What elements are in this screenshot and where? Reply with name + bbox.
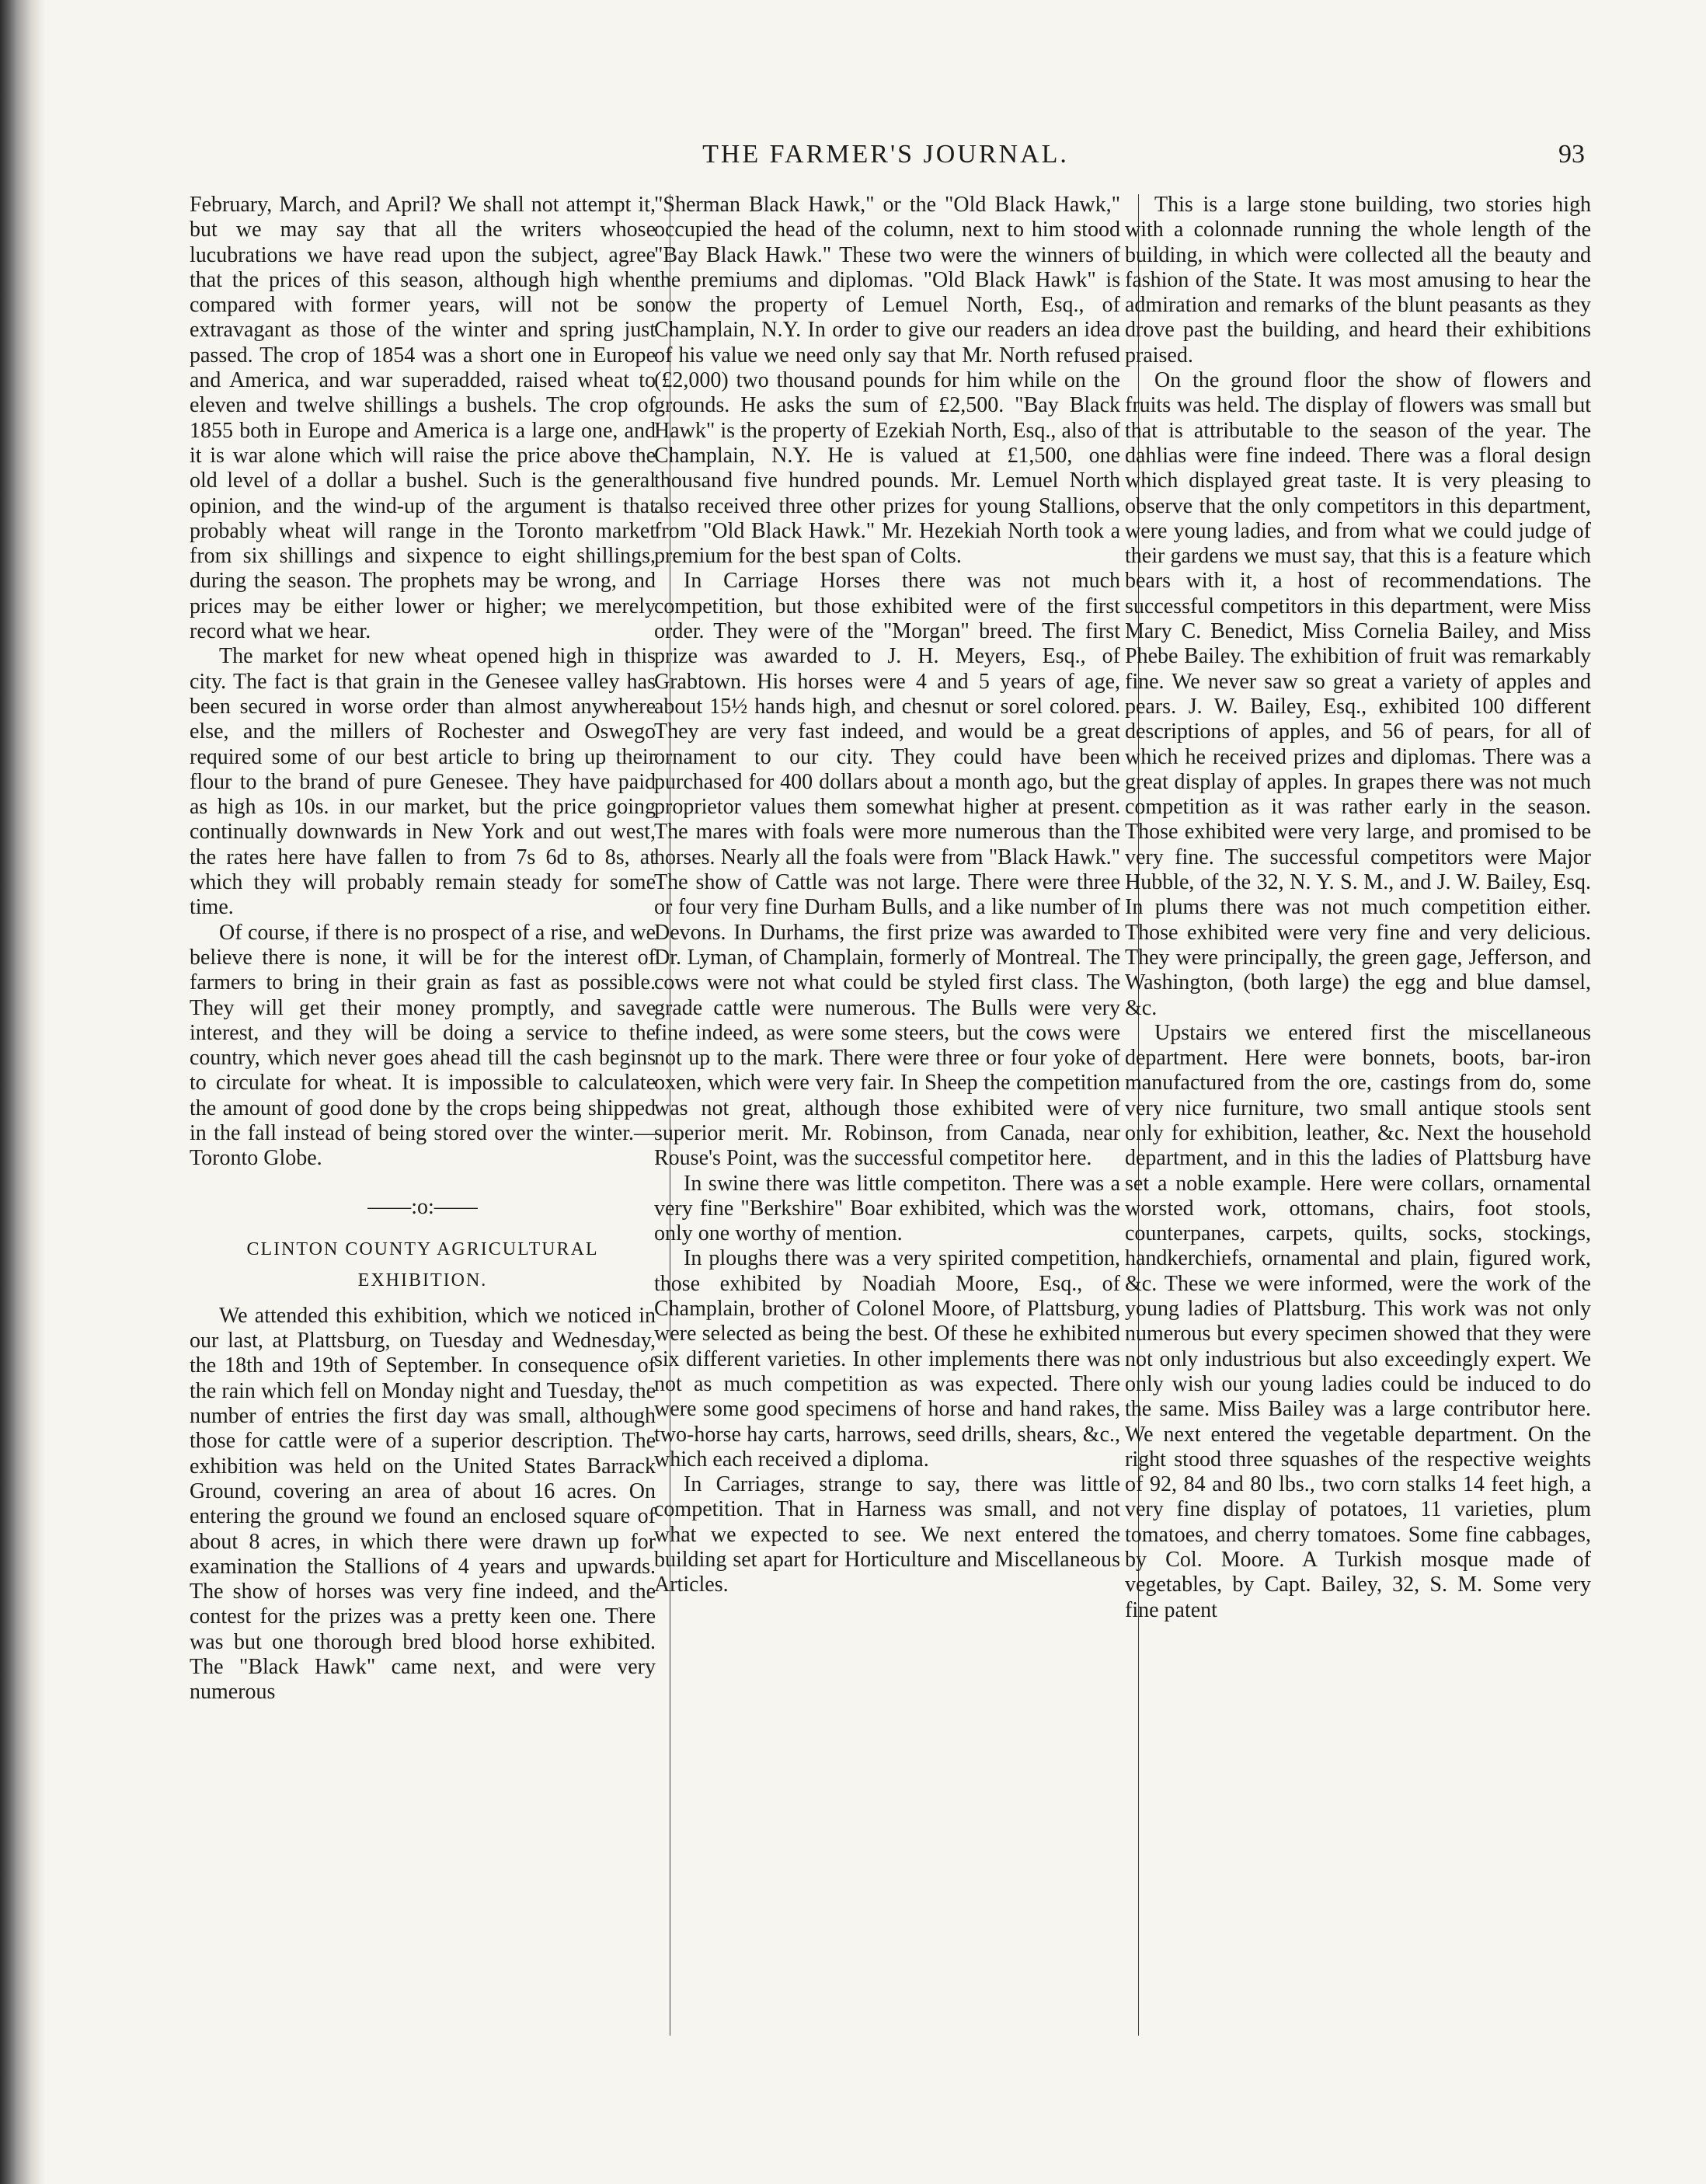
text-column-2 [654,193,1120,2042]
paragraph: In Carriage Horses there was not much competition, but those exhibited were of the first order. They were of the "Morgan" breed. The first prize was awarded to J. H. Meyers, Esq., of Grabtown. His horses were 4 and 5 years of age, about 15½ hands high, and chesnut or sorel colored. They are very fast indeed, and would be a great ornament to our city. They could have been purchased for 400 dollars about a month ago, but the proprietor values them somewhat higher at present. The mares with foals were more numerous than the horses. Nearly all the foals were from "Black Hawk." The show of Cattle was not large. There were three or four very fine Durham Bulls, and a like number of Devons. In Durhams, the first prize was awarded to Dr. Lyman, of Champlain, formerly of Montreal. The cows were not what could be styled first class. The grade cattle were numerous. The Bulls were very fine indeed, as were some steers, but the cows were not up to the mark. There were three or four yoke of oxen, which were very fair. In Sheep the competition was not great, although those exhibited were of superior merit. Mr. Robinson, from Canada, near Rouse's Point, was the successful competitor here. [654,569,1120,1171]
paragraph: In swine there was little competiton. There was a very fine "Berkshire" Boar exhibited, which was the only one worthy of mention. [654,1171,1120,1246]
paragraph: In Carriages, strange to say, there was little competition. That in Harness was small, and not what we expected to see. We next entered the building set apart for Horticulture and Miscellaneous Articles. [654,1472,1120,1597]
page-header [186,137,1585,183]
text-column-1 [190,193,656,2042]
paragraph: "Sherman Black Hawk," or the "Old Black Hawk," occupied the head of the column, next to him stood "Bay Black Hawk." These two were the winners of the premiums and diplomas. "Old Black Hawk" is now the property of Lemuel North, Esq., of Champlain, N.Y. In order to give our readers an idea of his value we need only say that Mr. North refused (£2,000) two thousand pounds for him while on the grounds. He asks the sum of £2,500. "Bay Black Hawk" is the property of Ezekiah North, Esq., also of Champlain, N.Y. He is valued at £1,500, one thousand five hundred pounds. Mr. Lemuel North also received three other prizes for young Stallions, from "Old Black Hawk." Mr. Hezekiah North took a premium for the best span of Colts. [654,193,1120,569]
paragraph: Of course, if there is no prospect of a rise, and we believe there is none, it will be for the interest of farmers to bring in their grain as fast as possible. They will get their money promptly, and save interest, and they will be doing a service to the country, which never goes ahead till the cash begins to circulate for wheat. It is impossible to calculate the amount of good done by the crops being shipped in the fall instead of being stored over the winter.—Toronto Globe. [190,920,656,1171]
running-head: THE FARMER'S JOURNAL. [702,140,1069,169]
paragraph: February, March, and April? We shall not attempt it, but we may say that all the writers whose lucubrations we have read upon the subject, agree that the prices of this season, although high when compared with former years, will not be so extravagant as those of the winter and spring just passed. The crop of 1854 was a short one in Europe and America, and war superadded, raised wheat to eleven and twelve shillings a bushels. The crop of 1855 both in Europe and America is a large one, and it is war alone which will raise the price above the old level of a dollar a bushel. Such is the general opinion, and the wind-up of the argument is that probably wheat will range in the Toronto market from six shillings and sixpence to eight shillings, during the season. The prophets may be wrong, and prices may be either lower or higher; we merely record what we hear. [190,193,656,644]
text-column-3 [1125,193,1591,2042]
paragraph: Upstairs we entered first the miscellaneous department. Here were bonnets, boots, bar-iron manufactured from the ore, castings from do, some very nice furniture, two small antique stools sent only for exhibition, leather, &c. Next the household department, and in this the ladies of Plattsburg have set a noble example. Here were collars, ornamental worsted work, ottomans, chairs, foot stools, counterpanes, carpets, quilts, socks, stockings, handkerchiefs, ornamental and plain, figured work, &c. These we were informed, were the work of the young ladies of Plattsburg. This work was not only numerous but every specimen showed that they were not only industrious but also exceedingly expert. We only wish our young ladies could be induced to do the same. Miss Bailey was a large contributor here. We next entered the vegetable department. On the right stood three squashes of the respective weights of 92, 84 and 80 lbs., two corn stalks 14 feet high, a very fine display of potatoes, 11 varieties, plum tomatoes, and cherry tomatoes. Some fine cabbages, by Col. Moore. A Turkish mosque made of vegetables, by Capt. Bailey, 32, S. M. Some very fine patent [1125,1020,1591,1622]
page-binding-edge [0,0,45,2184]
paragraph: In ploughs there was a very spirited competition, those exhibited by Noadiah Moore, Esq., of Champlain, brother of Colonel Moore, of Plattsburg, were selected as being the best. Of these he exhibited six different varieties. In other implements there was not as much competition as was expected. There were some good specimens of horse and hand rakes, two-horse hay carts, harrows, seed drills, shears, &c., which each received a diploma. [654,1246,1120,1472]
paragraph: This is a large stone building, two stories high with a colonnade running the whole length of the building, in which were collected all the beauty and fashion of the State. It was most amusing to hear the admiration and remarks of the blunt peasants as they drove past the building, and heard their exhibitions praised. [1125,193,1591,367]
paragraph: On the ground floor the show of flowers and fruits was held. The display of flowers was small but that is attributable to the season of the year. The dahlias were fine indeed. There was a floral design which displayed great taste. It is very pleasing to observe that the only competitors in this department, were young ladies, and from what we could judge of their gardens we must say, that this is a feature which bears with it, a host of recommendations. The successful competitors in this department, were Miss Mary C. Benedict, Miss Cornelia Bailey, and Miss Phebe Bailey. The exhibition of fruit was remarkably fine. We never saw so great a variety of apples and pears. J. W. Bailey, Esq., exhibited 100 different descriptions of apples, and 56 of pears, for all of which he received prizes and diplomas. There was a great display of apples. In grapes there was not much competition as it was rather early in the season. Those exhibited were very large, and promised to be very fine. The successful competitors were Major Hubble, of the 32, N. Y. S. M., and J. W. Bailey, Esq. In plums there was not much competition either. Those exhibited were very fine and very delicious. They were principally, the green gage, Jefferson, and Washington, (both large) the egg and blue damsel, &c. [1125,368,1591,1020]
paragraph: The market for new wheat opened high in this city. The fact is that grain in the Genesee valley has been secured in worse order than almost anywhere else, and the millers of Rochester and Oswego required some of our best article to bring up their flour to the brand of pure Genesee. They have paid as high as 10s. in our market, but the price going continually downwards in New York and out west, the rates here have fallen to from 7s 6d to 8s, at which they will probably remain steady for some time. [190,644,656,920]
paragraph: We attended this exhibition, which we noticed in our last, at Plattsburg, on Tuesday and Wednesday, the 18th and 19th of September. In consequence of the rain which fell on Monday night and Tuesday, the number of entries the first day was small, although those for cattle were of a superior description. The exhibition was held on the United States Barrack Ground, covering an area of about 16 acres. On entering the ground we found an enclosed square of about 8 acres, in which there were drawn up for examination the Stallions of 4 years and upwards. The show of horses was very fine indeed, and the contest for the prizes was a pretty keen one. There was but one thorough bred blood horse exhibited. The "Black Hawk" came next, and were very numerous [190,1303,656,1705]
page-number: 93 [1558,140,1585,169]
section-divider: ——:o:—— [367,1194,478,1219]
article-title: CLINTON COUNTY AGRICULTURAL EXHIBITION. [246,1238,599,1291]
